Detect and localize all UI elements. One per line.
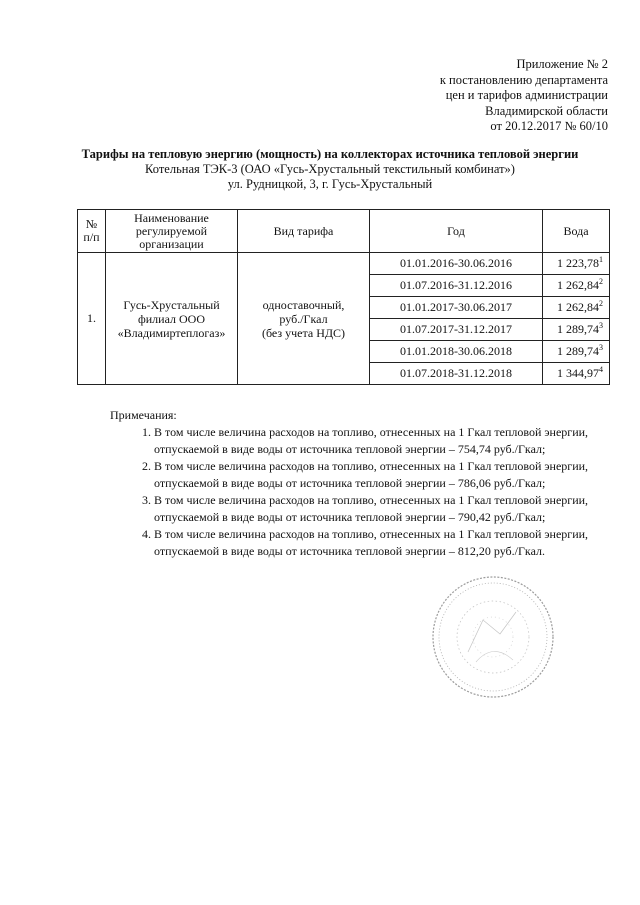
notes-section xyxy=(108,407,608,560)
period-cell: 01.01.2016-30.06.2016 xyxy=(370,253,543,275)
title-source: Котельная ТЭК-3 (ОАО «Гусь-Хрустальный текстильный комбинат») xyxy=(145,162,515,176)
footnote-ref: 4 xyxy=(599,365,603,374)
table-row xyxy=(78,253,610,275)
footnote-ref: 2 xyxy=(599,277,603,286)
footnote-ref: 3 xyxy=(599,321,603,330)
header-number: № п/п xyxy=(78,210,106,253)
appendix-line: Приложение № 2 xyxy=(516,57,608,71)
appendix-line: от 20.12.2017 № 60/10 xyxy=(490,119,608,133)
note-item: 1. В том числе величина расходов на топливо, отнесенных на 1 Гкал тепловой энергии, отпускаемой в виде воды от источника тепловой энергии – 754,74 руб./Гкал; xyxy=(154,424,608,458)
water-tariff-cell: 1 344,97$^4$ xyxy=(543,363,610,385)
water-tariff-cell: 1 289,74$^3$ xyxy=(543,319,610,341)
note-item: 2. В том числе величина расходов на топливо, отнесенных на 1 Гкал тепловой энергии, отпускаемой в виде воды от источника тепловой энергии – 786,06 руб./Гкал; xyxy=(154,458,608,492)
water-tariff-cell: 1 223,78$^1$ xyxy=(543,253,610,275)
notes-list xyxy=(108,424,608,560)
document-title xyxy=(60,147,600,192)
appendix-line: Владимирской области xyxy=(485,103,608,118)
period-cell: 01.01.2017-30.06.2017 xyxy=(370,297,543,319)
tariff-table xyxy=(77,209,610,385)
footnote-ref: 3 xyxy=(599,343,603,352)
footnote-ref: 2 xyxy=(599,299,603,308)
notes-title: Примечания: xyxy=(110,408,177,422)
note-item: 4. В том числе величина расходов на топливо, отнесенных на 1 Гкал тепловой энергии, отпускаемой в виде воды от источника тепловой энергии – 812,20 руб./Гкал. xyxy=(154,526,608,560)
title-address: ул. Рудницкой, 3, г. Гусь-Хрустальный xyxy=(227,177,433,191)
official-seal-stamp-icon xyxy=(428,572,558,702)
water-tariff-cell: 1 289,74$^3$ xyxy=(543,341,610,363)
row-number: 1. xyxy=(78,253,106,385)
period-cell: 01.07.2016-31.12.2016 xyxy=(370,275,543,297)
header-water: Вода xyxy=(543,210,610,253)
appendix-line: цен и тарифов администрации xyxy=(445,88,608,102)
title-main: Тарифы на тепловую энергию (мощность) на коллекторах источника тепловой энергии xyxy=(81,147,579,161)
period-cell: 01.07.2018-31.12.2018 xyxy=(370,363,543,385)
header-organization: Наименование регулируемой организации xyxy=(106,210,238,253)
header-tariff-type: Вид тарифа xyxy=(238,210,370,253)
appendix-line: к постановлению департамента xyxy=(439,72,608,87)
water-tariff-cell: 1 262,84$^2$ xyxy=(543,275,610,297)
table-header-row xyxy=(78,210,610,253)
appendix-reference xyxy=(440,57,608,135)
footnote-ref: 1 xyxy=(599,255,603,264)
note-item: 3. В том числе величина расходов на топливо, отнесенных на 1 Гкал тепловой энергии, отпускаемой в виде воды от источника тепловой энергии – 790,42 руб./Гкал; xyxy=(154,492,608,526)
water-tariff-cell: 1 262,84$^2$ xyxy=(543,297,610,319)
tariff-type-cell: одноставочный, руб./Гкал (без учета НДС) xyxy=(238,253,370,385)
period-cell: 01.07.2017-31.12.2017 xyxy=(370,319,543,341)
period-cell: 01.01.2018-30.06.2018 xyxy=(370,341,543,363)
organization-cell: Гусь-Хрустальный филиал ООО «Владимиртеплогаз» xyxy=(106,253,238,385)
header-year: Год xyxy=(370,210,543,253)
